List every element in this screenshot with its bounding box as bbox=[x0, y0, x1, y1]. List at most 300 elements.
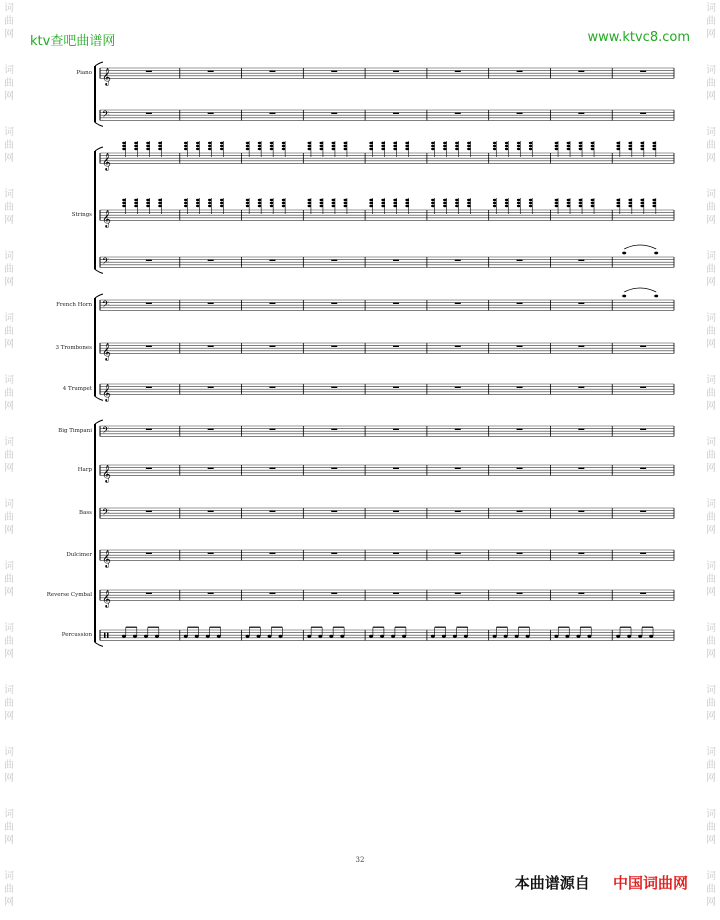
chord-notehead bbox=[320, 205, 324, 207]
watermark-char: 词 bbox=[706, 499, 716, 510]
chord-notehead bbox=[332, 145, 336, 147]
chord-notehead bbox=[158, 202, 162, 204]
chord-notehead bbox=[555, 202, 559, 204]
chord-notehead bbox=[529, 145, 533, 147]
chord-notehead bbox=[220, 199, 224, 201]
chord-notehead bbox=[529, 142, 533, 144]
watermark-char: 词 bbox=[706, 871, 716, 882]
watermark-char: 网 bbox=[706, 525, 716, 536]
chord-notehead bbox=[652, 202, 656, 204]
chord-notehead bbox=[146, 142, 150, 144]
chord-notehead bbox=[282, 145, 286, 147]
chord-notehead bbox=[443, 202, 447, 204]
percussion-notehead bbox=[526, 635, 530, 638]
chord-notehead bbox=[431, 199, 435, 201]
whole-rest bbox=[331, 429, 337, 430]
chord-notehead bbox=[258, 199, 262, 201]
whole-rest bbox=[455, 593, 461, 594]
chord-notehead bbox=[591, 202, 595, 204]
chord-notehead bbox=[652, 142, 656, 144]
chord-notehead bbox=[344, 145, 348, 147]
percussion-notehead bbox=[307, 635, 311, 638]
chord-notehead bbox=[493, 205, 497, 207]
chord-notehead bbox=[431, 142, 435, 144]
chord-notehead bbox=[270, 142, 274, 144]
whole-rest bbox=[146, 429, 152, 430]
whole-rest bbox=[146, 387, 152, 388]
bracket-hook bbox=[95, 147, 103, 151]
chord-notehead bbox=[208, 148, 212, 150]
chord-notehead bbox=[220, 142, 224, 144]
chord-notehead bbox=[208, 145, 212, 147]
whole-rest bbox=[578, 593, 584, 594]
chord-notehead bbox=[393, 145, 397, 147]
percussion-notehead bbox=[155, 635, 159, 638]
whole-rest bbox=[640, 593, 646, 594]
chord-notehead bbox=[579, 202, 583, 204]
chord-notehead bbox=[579, 205, 583, 207]
watermark-char: 词 bbox=[706, 809, 716, 820]
whole-rest bbox=[269, 593, 275, 594]
whole-rest bbox=[269, 71, 275, 72]
whole-rest bbox=[269, 429, 275, 430]
chord-notehead bbox=[246, 205, 250, 207]
chord-notehead bbox=[628, 199, 632, 201]
whole-rest bbox=[455, 387, 461, 388]
chord-notehead bbox=[332, 148, 336, 150]
whole-rest bbox=[331, 71, 337, 72]
whole-rest bbox=[517, 346, 523, 347]
instrument-label: Bass bbox=[79, 510, 92, 516]
whole-rest bbox=[517, 553, 523, 554]
instrument-label: Big Timpani bbox=[58, 428, 92, 434]
watermark-char: 词 bbox=[706, 561, 716, 572]
chord-notehead bbox=[467, 148, 471, 150]
bracket-hook bbox=[95, 294, 103, 298]
chord-notehead bbox=[369, 148, 373, 150]
whole-rest bbox=[455, 71, 461, 72]
chord-notehead bbox=[270, 202, 274, 204]
watermark-char: 网 bbox=[4, 277, 14, 288]
chord-notehead bbox=[184, 142, 188, 144]
chord-notehead bbox=[405, 205, 409, 207]
whole-rest bbox=[393, 113, 399, 114]
chord-notehead bbox=[270, 145, 274, 147]
chord-notehead bbox=[369, 199, 373, 201]
bracket-hook bbox=[95, 122, 103, 126]
chord-notehead bbox=[196, 202, 200, 204]
watermark-char: 词 bbox=[4, 3, 14, 14]
chord-notehead bbox=[640, 148, 644, 150]
chord-notehead bbox=[405, 142, 409, 144]
chord-notehead bbox=[529, 199, 533, 201]
percussion-notehead bbox=[616, 635, 620, 638]
whole-rest bbox=[455, 553, 461, 554]
treble-clef-icon: 𝄞 bbox=[102, 152, 111, 171]
chord-notehead bbox=[134, 199, 138, 201]
chord-notehead bbox=[369, 142, 373, 144]
chord-notehead bbox=[455, 199, 459, 201]
chord-notehead bbox=[493, 148, 497, 150]
whole-rest bbox=[146, 260, 152, 261]
percussion-notehead bbox=[402, 635, 406, 638]
percussion-notehead bbox=[122, 635, 126, 638]
tied-notehead bbox=[622, 295, 626, 298]
watermark-char: 曲 bbox=[4, 388, 14, 399]
whole-rest bbox=[269, 346, 275, 347]
watermark-char: 词 bbox=[4, 437, 14, 448]
whole-rest bbox=[146, 468, 152, 469]
chord-notehead bbox=[122, 205, 126, 207]
watermark-char: 网 bbox=[4, 525, 14, 536]
chord-notehead bbox=[591, 199, 595, 201]
chord-notehead bbox=[369, 145, 373, 147]
watermark-char: 网 bbox=[706, 587, 716, 598]
watermark-char: 网 bbox=[706, 339, 716, 350]
whole-rest bbox=[269, 553, 275, 554]
watermark-char: 词 bbox=[4, 189, 14, 200]
whole-rest bbox=[393, 387, 399, 388]
whole-rest bbox=[640, 71, 646, 72]
bass-clef-icon: 𝄢 bbox=[102, 298, 110, 312]
bass-clef-icon: 𝄢 bbox=[102, 506, 110, 520]
watermark-char: 网 bbox=[706, 401, 716, 412]
chord-notehead bbox=[455, 145, 459, 147]
chord-notehead bbox=[616, 205, 620, 207]
header-right-site-url[interactable]: www.ktvc8.com bbox=[587, 30, 690, 45]
chord-notehead bbox=[517, 148, 521, 150]
percussion-notehead bbox=[587, 635, 591, 638]
whole-rest bbox=[146, 593, 152, 594]
whole-rest bbox=[578, 429, 584, 430]
percussion-notehead bbox=[268, 635, 272, 638]
chord-notehead bbox=[555, 145, 559, 147]
chord-notehead bbox=[493, 199, 497, 201]
bracket-hook bbox=[95, 420, 103, 424]
watermark-char: 词 bbox=[706, 127, 716, 138]
whole-rest bbox=[640, 387, 646, 388]
instrument-label: Reverse Cymbal bbox=[46, 592, 92, 598]
watermark-char: 曲 bbox=[706, 636, 716, 647]
chord-notehead bbox=[493, 145, 497, 147]
treble-clef-icon: 𝄞 bbox=[102, 549, 111, 568]
whole-rest bbox=[517, 593, 523, 594]
percussion-notehead bbox=[504, 635, 508, 638]
instrument-label: Piano bbox=[76, 70, 92, 76]
whole-rest bbox=[517, 71, 523, 72]
chord-notehead bbox=[579, 145, 583, 147]
chord-notehead bbox=[517, 202, 521, 204]
percussion-notehead bbox=[453, 635, 457, 638]
chord-notehead bbox=[493, 202, 497, 204]
percussion-notehead bbox=[369, 635, 373, 638]
watermark-char: 曲 bbox=[4, 16, 14, 27]
chord-notehead bbox=[332, 202, 336, 204]
whole-rest bbox=[393, 468, 399, 469]
chord-notehead bbox=[591, 142, 595, 144]
chord-notehead bbox=[381, 202, 385, 204]
whole-rest bbox=[640, 429, 646, 430]
chord-notehead bbox=[431, 205, 435, 207]
watermark-char: 网 bbox=[706, 153, 716, 164]
whole-rest bbox=[393, 511, 399, 512]
tie-arc bbox=[624, 245, 656, 249]
chord-notehead bbox=[381, 205, 385, 207]
whole-rest bbox=[208, 113, 214, 114]
chord-notehead bbox=[146, 199, 150, 201]
watermark-char: 词 bbox=[706, 375, 716, 386]
chord-notehead bbox=[455, 148, 459, 150]
watermark-char: 网 bbox=[706, 463, 716, 474]
whole-rest bbox=[640, 553, 646, 554]
whole-rest bbox=[455, 113, 461, 114]
chord-notehead bbox=[405, 145, 409, 147]
chord-notehead bbox=[344, 148, 348, 150]
bass-clef-icon: 𝄢 bbox=[102, 108, 110, 122]
chord-notehead bbox=[308, 142, 312, 144]
chord-notehead bbox=[467, 205, 471, 207]
chord-notehead bbox=[282, 148, 286, 150]
watermark-char: 词 bbox=[4, 747, 14, 758]
instrument-label: Dulcimer bbox=[66, 552, 92, 558]
whole-rest bbox=[146, 303, 152, 304]
percussion-notehead bbox=[493, 635, 497, 638]
chord-notehead bbox=[591, 205, 595, 207]
tied-notehead bbox=[654, 295, 658, 298]
whole-rest bbox=[455, 511, 461, 512]
chord-notehead bbox=[579, 199, 583, 201]
chord-notehead bbox=[505, 199, 509, 201]
chord-notehead bbox=[591, 148, 595, 150]
whole-rest bbox=[208, 511, 214, 512]
chord-notehead bbox=[258, 142, 262, 144]
chord-notehead bbox=[628, 205, 632, 207]
footer-site-link[interactable]: 中国词曲网 bbox=[612, 874, 688, 892]
whole-rest bbox=[393, 429, 399, 430]
watermark-char: 网 bbox=[4, 649, 14, 660]
chord-notehead bbox=[555, 199, 559, 201]
percussion-notehead bbox=[565, 635, 569, 638]
chord-notehead bbox=[344, 205, 348, 207]
chord-notehead bbox=[616, 202, 620, 204]
chord-notehead bbox=[431, 202, 435, 204]
chord-notehead bbox=[567, 202, 571, 204]
whole-rest bbox=[640, 346, 646, 347]
whole-rest bbox=[393, 260, 399, 261]
chord-notehead bbox=[652, 148, 656, 150]
chord-notehead bbox=[393, 142, 397, 144]
whole-rest bbox=[578, 553, 584, 554]
whole-rest bbox=[640, 113, 646, 114]
watermark-char: 曲 bbox=[706, 884, 716, 895]
chord-notehead bbox=[628, 145, 632, 147]
watermark-char: 网 bbox=[706, 29, 716, 40]
chord-notehead bbox=[579, 148, 583, 150]
whole-rest bbox=[331, 260, 337, 261]
watermark-char: 词 bbox=[4, 127, 14, 138]
watermark-char: 网 bbox=[4, 835, 14, 846]
chord-notehead bbox=[134, 202, 138, 204]
chord-notehead bbox=[146, 202, 150, 204]
watermark-char: 网 bbox=[706, 91, 716, 102]
header-left-site-name[interactable]: ktv查吧曲谱网 bbox=[30, 34, 116, 49]
instrument-label: Percussion bbox=[61, 632, 92, 638]
chord-notehead bbox=[344, 199, 348, 201]
whole-rest bbox=[393, 553, 399, 554]
chord-notehead bbox=[381, 148, 385, 150]
whole-rest bbox=[208, 303, 214, 304]
chord-notehead bbox=[270, 199, 274, 201]
whole-rest bbox=[455, 260, 461, 261]
chord-notehead bbox=[455, 205, 459, 207]
chord-notehead bbox=[220, 148, 224, 150]
chord-notehead bbox=[467, 145, 471, 147]
treble-clef-icon: 𝄞 bbox=[102, 464, 111, 483]
watermark-char: 词 bbox=[4, 499, 14, 510]
watermark-char: 词 bbox=[706, 623, 716, 634]
percussion-notehead bbox=[576, 635, 580, 638]
watermark-char: 曲 bbox=[706, 202, 716, 213]
watermark-char: 词 bbox=[4, 65, 14, 76]
chord-notehead bbox=[220, 145, 224, 147]
watermark-char: 曲 bbox=[706, 822, 716, 833]
watermark-char: 曲 bbox=[706, 760, 716, 771]
watermark-char: 曲 bbox=[706, 698, 716, 709]
whole-rest bbox=[517, 260, 523, 261]
chord-notehead bbox=[196, 205, 200, 207]
chord-notehead bbox=[405, 202, 409, 204]
watermark-char: 词 bbox=[4, 685, 14, 696]
chord-notehead bbox=[184, 148, 188, 150]
whole-rest bbox=[517, 387, 523, 388]
chord-notehead bbox=[443, 142, 447, 144]
chord-notehead bbox=[332, 205, 336, 207]
chord-notehead bbox=[282, 199, 286, 201]
chord-notehead bbox=[369, 202, 373, 204]
treble-clef-icon: 𝄞 bbox=[102, 209, 111, 228]
chord-notehead bbox=[146, 148, 150, 150]
chord-notehead bbox=[220, 205, 224, 207]
chord-notehead bbox=[640, 199, 644, 201]
chord-notehead bbox=[308, 199, 312, 201]
whole-rest bbox=[517, 113, 523, 114]
tied-notehead bbox=[622, 252, 626, 255]
percussion-notehead bbox=[329, 635, 333, 638]
chord-notehead bbox=[344, 142, 348, 144]
watermark-char: 曲 bbox=[706, 16, 716, 27]
whole-rest bbox=[640, 468, 646, 469]
whole-rest bbox=[269, 511, 275, 512]
chord-notehead bbox=[246, 142, 250, 144]
whole-rest bbox=[269, 303, 275, 304]
watermark-char: 词 bbox=[706, 3, 716, 14]
chord-notehead bbox=[158, 145, 162, 147]
chord-notehead bbox=[308, 202, 312, 204]
treble-clef-icon: 𝄞 bbox=[102, 383, 111, 402]
chord-notehead bbox=[616, 145, 620, 147]
watermark-char: 曲 bbox=[4, 884, 14, 895]
watermark-char: 曲 bbox=[4, 822, 14, 833]
chord-notehead bbox=[517, 145, 521, 147]
chord-notehead bbox=[443, 145, 447, 147]
chord-notehead bbox=[505, 148, 509, 150]
whole-rest bbox=[331, 511, 337, 512]
percussion-notehead bbox=[217, 635, 221, 638]
chord-notehead bbox=[455, 142, 459, 144]
watermark-char: 网 bbox=[4, 587, 14, 598]
instrument-label: 3 Trombones bbox=[55, 345, 92, 351]
watermark-char: 曲 bbox=[706, 326, 716, 337]
whole-rest bbox=[517, 303, 523, 304]
watermark-char: 曲 bbox=[706, 388, 716, 399]
chord-notehead bbox=[208, 142, 212, 144]
watermark-char: 网 bbox=[4, 711, 14, 722]
chord-notehead bbox=[146, 205, 150, 207]
chord-notehead bbox=[591, 145, 595, 147]
percussion-notehead bbox=[144, 635, 148, 638]
whole-rest bbox=[146, 113, 152, 114]
percussion-notehead bbox=[195, 635, 199, 638]
percussion-notehead bbox=[318, 635, 322, 638]
percussion-notehead bbox=[649, 635, 653, 638]
chord-notehead bbox=[320, 202, 324, 204]
watermark-char: 曲 bbox=[706, 264, 716, 275]
whole-rest bbox=[517, 468, 523, 469]
chord-notehead bbox=[258, 145, 262, 147]
watermark-char: 曲 bbox=[4, 636, 14, 647]
chord-notehead bbox=[196, 145, 200, 147]
watermark-char: 词 bbox=[706, 189, 716, 200]
watermark-char: 网 bbox=[4, 897, 14, 908]
chord-notehead bbox=[652, 205, 656, 207]
percussion-notehead bbox=[464, 635, 468, 638]
chord-notehead bbox=[208, 202, 212, 204]
chord-notehead bbox=[184, 202, 188, 204]
whole-rest bbox=[208, 346, 214, 347]
chord-notehead bbox=[184, 205, 188, 207]
chord-notehead bbox=[628, 202, 632, 204]
bracket-hook bbox=[95, 269, 103, 273]
chord-notehead bbox=[555, 205, 559, 207]
whole-rest bbox=[269, 468, 275, 469]
watermark-char: 网 bbox=[706, 649, 716, 660]
chord-notehead bbox=[122, 142, 126, 144]
chord-notehead bbox=[282, 205, 286, 207]
chord-notehead bbox=[270, 148, 274, 150]
percussion-notehead bbox=[431, 635, 435, 638]
chord-notehead bbox=[134, 142, 138, 144]
page-number: 32 bbox=[355, 856, 365, 864]
chord-notehead bbox=[258, 148, 262, 150]
chord-notehead bbox=[381, 199, 385, 201]
chord-notehead bbox=[579, 142, 583, 144]
chord-notehead bbox=[467, 142, 471, 144]
instrument-label: Strings bbox=[71, 212, 92, 218]
whole-rest bbox=[455, 429, 461, 430]
tied-notehead bbox=[654, 252, 658, 255]
percussion-notehead bbox=[554, 635, 558, 638]
bracket-hook bbox=[95, 642, 103, 646]
chord-notehead bbox=[555, 142, 559, 144]
chord-notehead bbox=[369, 205, 373, 207]
whole-rest bbox=[331, 113, 337, 114]
whole-rest bbox=[517, 429, 523, 430]
chord-notehead bbox=[393, 202, 397, 204]
watermark-char: 词 bbox=[706, 251, 716, 262]
treble-clef-icon: 𝄞 bbox=[102, 342, 111, 361]
watermark-char: 网 bbox=[706, 277, 716, 288]
watermark-char: 曲 bbox=[4, 698, 14, 709]
